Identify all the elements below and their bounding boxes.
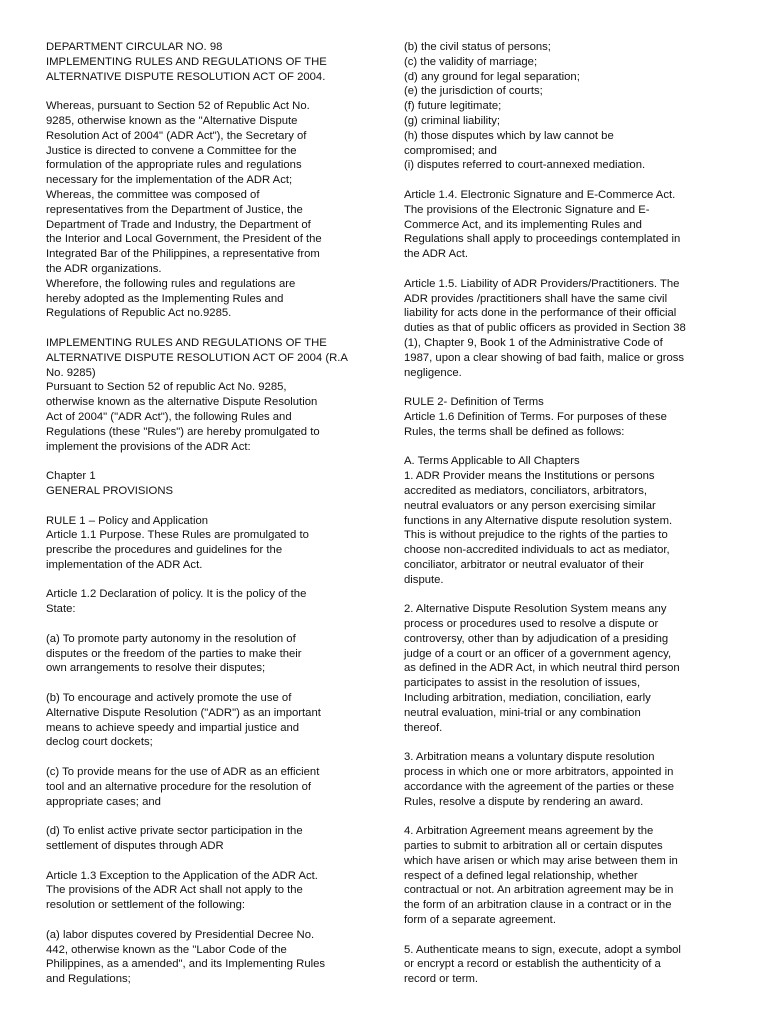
irr-preamble: IMPLEMENTING RULES AND REGULATIONS OF THE ALTERNATIVE DISPUTE RESOLUTION ACT OF 2004 (R.A No. 9285) Pursuant to Section 52 of republic Act No. 9285, otherwise known as the alternative Dispute Resolution Act of 2004" ("ADR Act"), the following Rules and Regulations (these "Rules") are hereby promulgated to implement the provisions of the ADR Act: bbox=[46, 336, 348, 453]
definition-5-authenticate: 5. Authenticate means to sign, execute, adopt a symbol or encrypt a record or establish the authenticity of a record or term. bbox=[404, 943, 681, 986]
circular-heading: DEPARTMENT CIRCULAR NO. 98 IMPLEMENTING RULES AND REGULATIONS OF THE ALTERNATIVE DISPUTE RESOLUTION ACT OF 2004. bbox=[46, 41, 327, 83]
policy-item-a: (a) To promote party autonomy in the resolution of disputes or the freedom of the parties to make their own arrangements to resolve their disputes; bbox=[46, 632, 302, 675]
chapter-heading: Chapter 1 GENERAL PROVISIONS bbox=[46, 470, 174, 497]
left-column bbox=[46, 40, 364, 987]
policy-item-b: (b) To encourage and actively promote the use of Alternative Dispute Resolution ("ADR") as an important means to achieve speedy and impartial justice and declog court dockets; bbox=[46, 692, 321, 749]
article-1-5: Article 1.5. Liability of ADR Providers/Practitioners. The ADR provides /practitioners shall have the same civil liability for acts done in the performance of their official duties as that of public officers as provided in Section 38 (1), Chapter 9, Book 1 of the Administrative Code of 1987, upon a clear showing of bad faith, malice or gross negligence. bbox=[404, 277, 686, 379]
definition-4-arbitration-agreement: 4. Arbitration Agreement means agreement by the parties to submit to arbitration all or certain disputes which have arisen or which may arise between them in respect of a defined legal relationship, whether contractual or not. An arbitration agreement may be in the form of an arbitration clause in a contract or in the form of a separate agreement. bbox=[404, 825, 678, 927]
policy-item-d: (d) To enlist active private sector participation in the settlement of disputes through ADR bbox=[46, 825, 303, 853]
article-1-3: Article 1.3 Exception to the Application of the ADR Act. The provisions of the ADR Act shall not apply to the resolution or settlement of the following: bbox=[46, 869, 318, 912]
right-column bbox=[404, 40, 726, 987]
rule-2-article-1-6: RULE 2- Definition of Terms Article 1.6 Definition of Terms. For purposes of these Rules, the terms shall be defined as follows: bbox=[404, 396, 667, 438]
exception-item-a: (a) labor disputes covered by Presidential Decree No. 442, otherwise known as the "Labor Code of the Philippines, as a amended", and its Implementing Rules and Regulations; bbox=[46, 928, 326, 986]
article-1-4: Article 1.4. Electronic Signature and E-Commerce Act. The provisions of the Electronic Signature and E- Commerce Act, and its implementing Rules and Regulations shall apply to proceedings contemplated in the ADR Act. bbox=[404, 188, 681, 261]
whereas-clauses: Whereas, pursuant to Section 52 of Republic Act No. 9285, otherwise known as the "Alternative Dispute Resolution Act of 2004" (ADR Act"), the Secretary of Justice is directed to convene a Committee for the formulation of the appropriate rules and regulations necessary for the implementation of the ADR Act; Whereas, the committee was composed of representatives from the Department of Justice, the Department of Trade and Industry, the Department of the Interior and Local Government, the President of the Integrated Bar of the Philippines, a representative from the ADR organizations. Wherefore, the following rules and regulations are hereby adopted as the Implementing Rules and Regulations of Republic Act no.9285. bbox=[46, 100, 322, 320]
policy-item-c: (c) To provide means for the use of ADR as an efficient tool and an alternative procedure for the resolution of appropriate cases; and bbox=[46, 766, 320, 808]
rule-1-article-1-1: RULE 1 – Policy and Application Article 1.1 Purpose. These Rules are promulgated to prescribe the procedures and guidelines for the implementation of the ADR Act. bbox=[46, 514, 309, 571]
article-1-2: Article 1.2 Declaration of policy. It is the policy of the State: bbox=[46, 588, 307, 616]
definition-3-arbitration: 3. Arbitration means a voluntary dispute resolution process in which one or more arbitrators, appointed in accordance with the agreement of the parties or these Rules, resolve a dispute by rendering an award. bbox=[404, 751, 675, 808]
exception-items-b-to-i: (b) the civil status of persons; (c) the validity of marriage; (d) any ground for legal separation; (e) the jurisdiction of courts; (f) future legitimate; (g) criminal liability; (h) those disputes which by law cannot be compromised; and (i) disputes referred to court-annexed mediation. bbox=[404, 41, 646, 172]
definition-1-adr-provider: A. Terms Applicable to All Chapters 1. ADR Provider means the Institutions or persons accredited as mediators, conciliators, arbitrators, neutral evaluators or any person exercising similar functions in any Alternative dispute resolution system. This is without prejudice to the rights of the parties to choose non-accredited individuals to act as mediator, conciliator, arbitrator or neutral evaluator of their dispute. bbox=[404, 455, 673, 586]
definition-2-adr-system: 2. Alternative Dispute Resolution System means any process or procedures used to resolve a dispute or controversy, other than by adjudication of a presiding judge of a court or an officer of a government agency, as defined in the ADR Act, in which neutral third person participates to assist in the resolution of issues, Including arbitration, mediation, conciliation, early neutral evaluation, mini-trial or any combination thereof. bbox=[404, 603, 680, 734]
